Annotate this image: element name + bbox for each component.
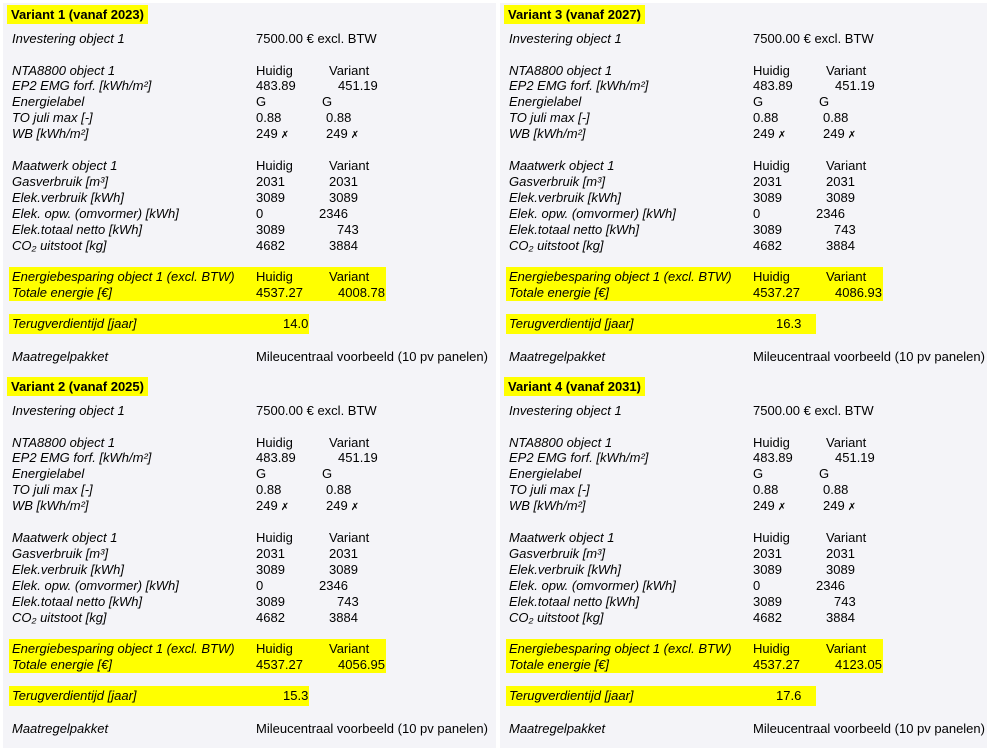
besparing-header-row [500, 269, 987, 285]
nta-row [500, 450, 987, 466]
col-huidig-header: Huidig [256, 641, 293, 656]
col-variant-header: Variant [826, 63, 867, 78]
col-variant-header: Variant [329, 158, 370, 173]
maatwerk-row-variant: 2346 [816, 206, 845, 221]
nta-row-label: EP2 EMG forf. [kWh/m²] [12, 450, 152, 465]
nta-row-variant: 451.19 [338, 450, 378, 465]
investering-label: Investering object 1 [12, 403, 125, 418]
maatwerk-row-huidig: 4682 [753, 610, 782, 625]
maatwerk-row-variant: 3884 [826, 238, 855, 253]
investering-label: Investering object 1 [509, 31, 622, 46]
maatwerk-row-huidig: 2031 [256, 174, 285, 189]
maatwerk-row-huidig: 0 [753, 578, 761, 593]
investering-value: 7500.00 € excl. BTW [256, 31, 377, 46]
maatwerk-row [3, 206, 496, 222]
totale-energie-row [500, 285, 987, 301]
wb-variant-value: 249 [326, 126, 348, 141]
maatwerk-row-label: Elek.verbruik [kWh] [509, 562, 621, 577]
nta-row [3, 110, 496, 126]
nta-header-label: NTA8800 object 1 [12, 63, 116, 78]
maatwerk-row-huidig: 3089 [753, 190, 782, 205]
col-variant-header: Variant [826, 530, 867, 545]
totale-energie-huidig: 4537.27 [256, 285, 303, 300]
maatwerk-row-huidig: 3089 [256, 562, 285, 577]
totale-energie-huidig: 4537.27 [753, 285, 800, 300]
maatregel-row [500, 721, 987, 737]
nta-row [500, 482, 987, 498]
nta-row [3, 498, 496, 514]
nta-row-huidig [753, 498, 786, 516]
besparing-header-label: Energiebesparing object 1 (excl. BTW) [509, 641, 732, 656]
maatwerk-row-huidig: 2031 [753, 546, 782, 561]
nta-row-variant: 0.88 [326, 482, 352, 497]
maatwerk-row-variant: 3884 [329, 238, 358, 253]
maatwerk-header-row [3, 530, 496, 546]
besparing-header-label: Energiebesparing object 1 (excl. BTW) [12, 641, 235, 656]
totale-energie-label: Totale energie [€] [12, 657, 112, 672]
totale-energie-row [3, 657, 496, 673]
totale-energie-variant: 4086.93 [835, 285, 882, 300]
nta-row-label: WB [kWh/m²] [12, 126, 89, 141]
maatwerk-row [3, 174, 496, 190]
besparing-header-row [3, 269, 496, 285]
maatwerk-row [3, 190, 496, 206]
maatwerk-row-label: CO₂ uitstoot [kg] [12, 238, 107, 253]
variant-panel [500, 3, 987, 376]
col-variant-header: Variant [329, 435, 370, 450]
maatwerk-row-variant: 3089 [826, 562, 855, 577]
nta-row-huidig: G [753, 94, 764, 109]
besparing-header-row [500, 641, 987, 657]
variant-panel [3, 375, 496, 748]
investering-value: 7500.00 € excl. BTW [753, 31, 874, 46]
nta-header-label: NTA8800 object 1 [509, 435, 613, 450]
col-huidig-header: Huidig [753, 641, 790, 656]
nta-row-variant [326, 126, 359, 144]
investering-row [3, 403, 496, 419]
maatwerk-row [500, 562, 987, 578]
totale-energie-label: Totale energie [€] [509, 657, 609, 672]
nta-row-variant: 451.19 [835, 450, 875, 465]
nta-header-row [500, 435, 987, 451]
totale-energie-huidig: 4537.27 [256, 657, 303, 672]
maatwerk-row [500, 174, 987, 190]
nta-row-label: Energielabel [509, 466, 582, 481]
nta-row-label: EP2 EMG forf. [kWh/m²] [509, 450, 649, 465]
nta-row-huidig: 483.89 [256, 78, 296, 93]
maatwerk-row [500, 594, 987, 610]
col-variant-header: Variant [329, 63, 370, 78]
totale-energie-row [3, 285, 496, 301]
maatwerk-row-label: Elek.verbruik [kWh] [12, 562, 124, 577]
nta-row [500, 498, 987, 514]
nta-row-label: TO juli max [-] [12, 482, 93, 497]
maatwerk-row [500, 222, 987, 238]
maatwerk-row [3, 238, 496, 254]
terugverdien-value: 15.3 [283, 688, 309, 703]
maatwerk-row [500, 610, 987, 626]
maatwerk-row-label: Elek.totaal netto [kWh] [509, 222, 640, 237]
maatwerk-row-huidig: 3089 [753, 562, 782, 577]
variant-title: Variant 1 (vanaf 2023) [7, 5, 148, 24]
maatregel-row [3, 349, 496, 365]
investering-value: 7500.00 € excl. BTW [256, 403, 377, 418]
terugverdien-label: Terugverdientijd [jaar] [509, 316, 634, 331]
maatwerk-row-huidig: 4682 [256, 610, 285, 625]
maatwerk-row-variant: 2031 [826, 546, 855, 561]
totale-energie-huidig: 4537.27 [753, 657, 800, 672]
nta-row [500, 94, 987, 110]
wb-variant-value: 249 [326, 498, 348, 513]
maatregel-row [3, 721, 496, 737]
maatwerk-row-variant: 3884 [329, 610, 358, 625]
besparing-header-label: Energiebesparing object 1 (excl. BTW) [12, 269, 235, 284]
col-huidig-header: Huidig [256, 63, 293, 78]
maatwerk-row [3, 578, 496, 594]
maatwerk-row-label: Elek. opw. (omvormer) [kWh] [12, 578, 179, 593]
maatwerk-row-label: Elek.totaal netto [kWh] [509, 594, 640, 609]
col-variant-header: Variant [826, 269, 867, 284]
maatwerk-row-label: CO₂ uitstoot [kg] [509, 238, 604, 253]
nta-row [500, 78, 987, 94]
col-huidig-header: Huidig [753, 63, 790, 78]
col-variant-header: Variant [329, 530, 370, 545]
terugverdien-row [500, 316, 987, 332]
maatwerk-row-variant: 3884 [826, 610, 855, 625]
maatwerk-row-variant: 3089 [329, 562, 358, 577]
nta-row-variant: 0.88 [823, 110, 849, 125]
nta-row [500, 126, 987, 142]
nta-row-label: Energielabel [12, 466, 85, 481]
maatregel-label: Maatregelpakket [12, 349, 109, 364]
nta-header-row [3, 63, 496, 79]
col-variant-header: Variant [826, 641, 867, 656]
col-huidig-header: Huidig [256, 158, 293, 173]
maatwerk-row-label: Gasverbruik [m³] [509, 546, 606, 561]
nta-row-huidig: G [753, 466, 764, 481]
nta-row-huidig: 0.88 [256, 482, 282, 497]
maatwerk-row-label: Elek. opw. (omvormer) [kWh] [509, 578, 676, 593]
investering-row [3, 31, 496, 47]
maatwerk-row [500, 238, 987, 254]
maatwerk-row-huidig: 2031 [256, 546, 285, 561]
maatwerk-header-label: Maatwerk object 1 [509, 530, 615, 545]
col-huidig-header: Huidig [753, 530, 790, 545]
nta-row [3, 466, 496, 482]
nta-row [500, 110, 987, 126]
maatwerk-row-label: CO₂ uitstoot [kg] [509, 610, 604, 625]
maatwerk-row-variant: 2031 [329, 546, 358, 561]
col-huidig-header: Huidig [256, 435, 293, 450]
totale-energie-variant: 4008.78 [338, 285, 385, 300]
nta-row-huidig: 483.89 [753, 78, 793, 93]
wb-variant-value: 249 [823, 498, 845, 513]
maatwerk-row-variant: 3089 [329, 190, 358, 205]
maatwerk-header-row [500, 158, 987, 174]
nta-row-variant: 0.88 [326, 110, 352, 125]
wb-huidig-value: 249 [256, 498, 278, 513]
maatwerk-row [3, 594, 496, 610]
maatwerk-row [500, 578, 987, 594]
maatregel-label: Maatregelpakket [509, 721, 606, 736]
col-variant-header: Variant [826, 158, 867, 173]
maatwerk-row-variant: 743 [834, 594, 856, 609]
wb-huidig-value: 249 [753, 126, 775, 141]
maatwerk-row-label: Elek.verbruik [kWh] [12, 190, 124, 205]
maatwerk-row-huidig: 3089 [753, 222, 782, 237]
nta-row-variant: G [322, 466, 333, 481]
investering-row [500, 403, 987, 419]
col-huidig-header: Huidig [256, 269, 293, 284]
investering-label: Investering object 1 [12, 31, 125, 46]
nta-row [3, 126, 496, 142]
terugverdien-label: Terugverdientijd [jaar] [12, 316, 137, 331]
maatregel-value: Mileucentraal voorbeeld (10 pv panelen) [256, 349, 488, 364]
variant-panel [3, 3, 496, 376]
terugverdien-row [3, 688, 496, 704]
investering-value: 7500.00 € excl. BTW [753, 403, 874, 418]
maatwerk-row-label: Elek.verbruik [kWh] [509, 190, 621, 205]
maatwerk-row-huidig: 3089 [256, 594, 285, 609]
col-variant-header: Variant [826, 435, 867, 450]
maatregel-label: Maatregelpakket [509, 349, 606, 364]
maatwerk-row-label: Elek.totaal netto [kWh] [12, 222, 143, 237]
terugverdien-label: Terugverdientijd [jaar] [12, 688, 137, 703]
nta-row-huidig [753, 126, 786, 144]
nta-row-huidig: G [256, 466, 267, 481]
maatwerk-row-variant: 2346 [319, 206, 348, 221]
maatwerk-row-label: Elek. opw. (omvormer) [kWh] [12, 206, 179, 221]
variant-title: Variant 4 (vanaf 2031) [504, 377, 645, 396]
totale-energie-variant: 4056.95 [338, 657, 385, 672]
col-huidig-header: Huidig [753, 435, 790, 450]
nta-row-huidig: 483.89 [753, 450, 793, 465]
nta-row-huidig: 0.88 [753, 110, 779, 125]
nta-row-variant [823, 126, 856, 144]
maatwerk-row-label: Gasverbruik [m³] [12, 546, 109, 561]
maatwerk-row-label: Elek. opw. (omvormer) [kWh] [509, 206, 676, 221]
nta-row-huidig: 483.89 [256, 450, 296, 465]
nta-row-label: TO juli max [-] [12, 110, 93, 125]
maatwerk-row-label: Elek.totaal netto [kWh] [12, 594, 143, 609]
maatwerk-row-huidig: 0 [256, 206, 264, 221]
maatwerk-row-huidig: 4682 [753, 238, 782, 253]
maatwerk-row-label: CO₂ uitstoot [kg] [12, 610, 107, 625]
maatwerk-row [3, 562, 496, 578]
nta-row-label: Energielabel [12, 94, 85, 109]
nta-row-huidig [256, 498, 289, 516]
cross-icon: ✗ [350, 130, 360, 141]
maatwerk-header-label: Maatwerk object 1 [12, 530, 118, 545]
maatwerk-row-variant: 743 [834, 222, 856, 237]
maatwerk-row-variant: 2031 [329, 174, 358, 189]
cross-icon: ✗ [777, 130, 787, 141]
maatwerk-row [500, 190, 987, 206]
terugverdien-row [500, 688, 987, 704]
maatwerk-row-label: Gasverbruik [m³] [12, 174, 109, 189]
terugverdien-value: 17.6 [776, 688, 802, 703]
terugverdien-value: 16.3 [776, 316, 802, 331]
nta-row-variant: G [322, 94, 333, 109]
maatwerk-row-variant: 2031 [826, 174, 855, 189]
col-variant-header: Variant [329, 269, 370, 284]
cross-icon: ✗ [847, 502, 857, 513]
nta-row-label: EP2 EMG forf. [kWh/m²] [509, 78, 649, 93]
col-huidig-header: Huidig [256, 530, 293, 545]
terugverdien-label: Terugverdientijd [jaar] [509, 688, 634, 703]
variant-title: Variant 2 (vanaf 2025) [7, 377, 148, 396]
besparing-header-row [3, 641, 496, 657]
nta-row-variant: 0.88 [823, 482, 849, 497]
maatwerk-row [500, 206, 987, 222]
nta-row-label: EP2 EMG forf. [kWh/m²] [12, 78, 152, 93]
maatwerk-header-label: Maatwerk object 1 [12, 158, 118, 173]
maatregel-value: Mileucentraal voorbeeld (10 pv panelen) [753, 349, 985, 364]
cross-icon: ✗ [280, 502, 290, 513]
besparing-header-label: Energiebesparing object 1 (excl. BTW) [509, 269, 732, 284]
maatwerk-row-label: Gasverbruik [m³] [509, 174, 606, 189]
nta-row-huidig: G [256, 94, 267, 109]
col-huidig-header: Huidig [753, 269, 790, 284]
nta-row [3, 78, 496, 94]
nta-row-huidig [256, 126, 289, 144]
investering-row [500, 31, 987, 47]
nta-row [3, 450, 496, 466]
maatregel-value: Mileucentraal voorbeeld (10 pv panelen) [256, 721, 488, 736]
maatwerk-row-variant: 3089 [826, 190, 855, 205]
nta-row-label: TO juli max [-] [509, 110, 590, 125]
nta-header-row [500, 63, 987, 79]
maatwerk-row-huidig: 3089 [753, 594, 782, 609]
maatwerk-header-label: Maatwerk object 1 [509, 158, 615, 173]
maatwerk-row [3, 222, 496, 238]
maatwerk-row-huidig: 0 [753, 206, 761, 221]
cross-icon: ✗ [350, 502, 360, 513]
maatwerk-row [500, 546, 987, 562]
cross-icon: ✗ [777, 502, 787, 513]
terugverdien-row [3, 316, 496, 332]
maatwerk-header-row [3, 158, 496, 174]
cross-icon: ✗ [280, 130, 290, 141]
nta-row-huidig: 0.88 [256, 110, 282, 125]
maatregel-row [500, 349, 987, 365]
maatwerk-row [3, 546, 496, 562]
totale-energie-row [500, 657, 987, 673]
maatwerk-row [3, 610, 496, 626]
maatwerk-row-variant: 2346 [816, 578, 845, 593]
col-variant-header: Variant [329, 641, 370, 656]
totale-energie-label: Totale energie [€] [509, 285, 609, 300]
terugverdien-value: 14.0 [283, 316, 309, 331]
nta-row [500, 466, 987, 482]
nta-row-variant: G [819, 94, 830, 109]
maatwerk-row-huidig: 0 [256, 578, 264, 593]
variant-panel [500, 375, 987, 748]
nta-row-label: WB [kWh/m²] [509, 126, 586, 141]
maatwerk-row-huidig: 3089 [256, 190, 285, 205]
nta-header-label: NTA8800 object 1 [509, 63, 613, 78]
maatwerk-row-huidig: 3089 [256, 222, 285, 237]
maatregel-label: Maatregelpakket [12, 721, 109, 736]
nta-row-variant [326, 498, 359, 516]
nta-header-row [3, 435, 496, 451]
nta-row [3, 482, 496, 498]
nta-row-huidig: 0.88 [753, 482, 779, 497]
totale-energie-variant: 4123.05 [835, 657, 882, 672]
cross-icon: ✗ [847, 130, 857, 141]
maatwerk-row-variant: 2346 [319, 578, 348, 593]
wb-huidig-value: 249 [753, 498, 775, 513]
variant-title: Variant 3 (vanaf 2027) [504, 5, 645, 24]
nta-header-label: NTA8800 object 1 [12, 435, 116, 450]
col-huidig-header: Huidig [753, 158, 790, 173]
maatwerk-header-row [500, 530, 987, 546]
maatwerk-row-variant: 743 [337, 594, 359, 609]
nta-row-label: WB [kWh/m²] [12, 498, 89, 513]
nta-row-label: Energielabel [509, 94, 582, 109]
nta-row-label: TO juli max [-] [509, 482, 590, 497]
nta-row-variant: 451.19 [338, 78, 378, 93]
nta-row [3, 94, 496, 110]
nta-row-variant: 451.19 [835, 78, 875, 93]
totale-energie-label: Totale energie [€] [12, 285, 112, 300]
maatwerk-row-variant: 743 [337, 222, 359, 237]
maatwerk-row-huidig: 2031 [753, 174, 782, 189]
nta-row-variant [823, 498, 856, 516]
maatregel-value: Mileucentraal voorbeeld (10 pv panelen) [753, 721, 985, 736]
investering-label: Investering object 1 [509, 403, 622, 418]
wb-huidig-value: 249 [256, 126, 278, 141]
wb-variant-value: 249 [823, 126, 845, 141]
maatwerk-row-huidig: 4682 [256, 238, 285, 253]
nta-row-variant: G [819, 466, 830, 481]
nta-row-label: WB [kWh/m²] [509, 498, 586, 513]
